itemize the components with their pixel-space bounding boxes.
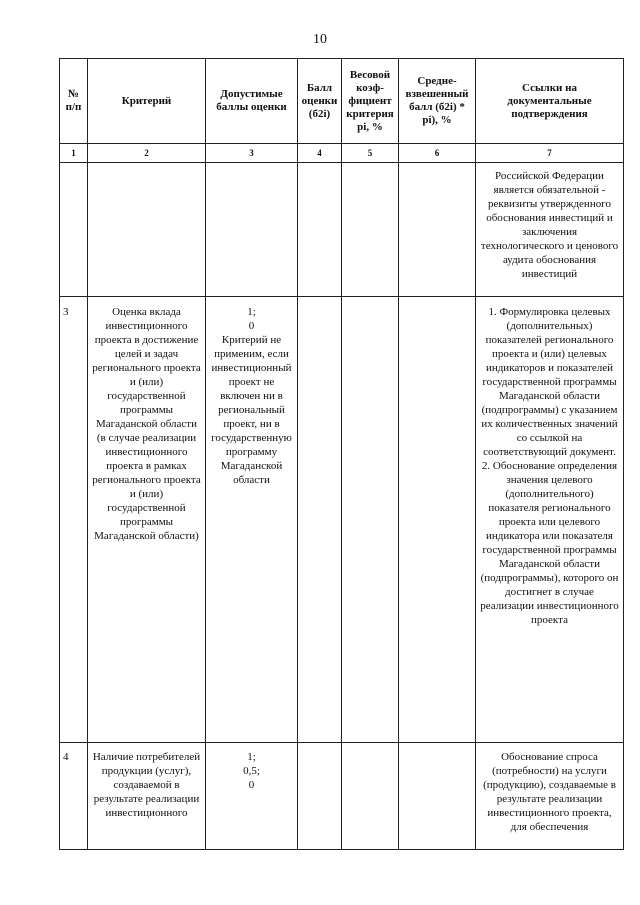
score-cell: [298, 163, 342, 297]
column-number: 2: [88, 144, 206, 163]
column-number-row: [60, 144, 624, 163]
header-number: № п/п: [60, 59, 88, 144]
column-number: 5: [342, 144, 399, 163]
column-number: 3: [206, 144, 298, 163]
column-number: 1: [60, 144, 88, 163]
row-number: 3: [60, 297, 88, 743]
row-number: [60, 163, 88, 297]
allowed-scores-cell: 1; 0,5; 0: [206, 743, 298, 850]
header-weighted-score: Средне- взвешенный балл (б2i) * pi), %: [399, 59, 476, 144]
header-row: [60, 59, 624, 144]
page-number: 10: [313, 32, 327, 47]
allowed-scores-cell: [206, 163, 298, 297]
column-number: 7: [476, 144, 624, 163]
weight-cell: [342, 297, 399, 743]
header-score: Балл оценки (б2i): [298, 59, 342, 144]
header-links: Ссылки на документальные подтверждения: [476, 59, 624, 144]
links-cell: Российской Федерации является обязательной - реквизиты утвержденного обоснования инвестиций и заключения технологического и ценового аудита обоснования инвестиций: [476, 163, 624, 297]
header-allowed-scores: Допустимые баллы оценки: [206, 59, 298, 144]
table-row: [60, 163, 624, 297]
weighted-score-cell: [399, 743, 476, 850]
criterion-cell: Оценка вклада инвестиционного проекта в достижение целей и задач регионального проекта и (или) государственной программы Магаданской области (в случае реализации инвестиционного проекта в рамках регионального проекта и (или) государственной программы Магаданской области): [88, 297, 206, 743]
links-cell: 1. Формулировка целевых (дополнительных) показателей регионального проекта и (или) целевых индикаторов и показателей государственной программы Магаданской области (подпрограммы) с указанием их количественных значений со ссылкой на соответствующий документ. 2. Обоснование определения значения целевого (дополнительного) показателя регионального проекта или целевого индикатора или показателя государственной программы Магаданской области (подпрограммы), которого он достигнет в случае реализации инвестиционного проекта: [476, 297, 624, 743]
links-cell: Обоснование спроса (потребности) на услуги (продукцию), создаваемые в результате реализации инвестиционного проекта, для обеспечения: [476, 743, 624, 850]
table-row: [60, 297, 624, 743]
header-criterion: Критерий: [88, 59, 206, 144]
header-weight: Весовой коэф- фициент критерия pi, %: [342, 59, 399, 144]
criteria-table: [59, 58, 624, 850]
score-cell: [298, 743, 342, 850]
weighted-score-cell: [399, 163, 476, 297]
score-cell: [298, 297, 342, 743]
column-number: 6: [399, 144, 476, 163]
criterion-cell: [88, 163, 206, 297]
weight-cell: [342, 163, 399, 297]
weight-cell: [342, 743, 399, 850]
weighted-score-cell: [399, 297, 476, 743]
column-number: 4: [298, 144, 342, 163]
allowed-scores-cell: 1; 0 Критерий не применим, если инвестиционный проект не включен ни в региональный проект, ни в государственную программу Магаданской области: [206, 297, 298, 743]
criterion-cell: Наличие потребителей продукции (услуг), создаваемой в результате реализации инвестиционного: [88, 743, 206, 850]
table-row: [60, 743, 624, 850]
row-number: 4: [60, 743, 88, 850]
